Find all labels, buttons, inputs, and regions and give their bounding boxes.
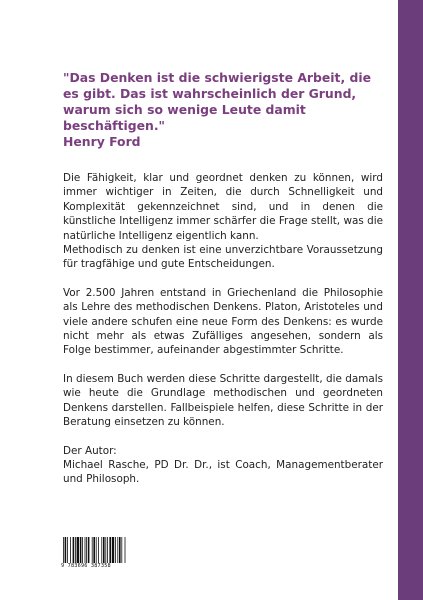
paragraph-gap	[63, 430, 383, 444]
description-text	[63, 171, 383, 487]
quote-text: "Das Denken ist die schwierigste Arbeit, die es gibt. Das ist wahrscheinlich der Grund, warum sich so wenige Leute damit beschäftigen."	[63, 70, 372, 133]
paragraph-gap	[63, 358, 383, 372]
barcode-bar	[112, 537, 114, 563]
paragraph-history: Vor 2.500 Jahren entstand in Griechenland die Philosophie als Lehre des methodischen Denkens. Platon, Aristoteles und viele andere schufen eine neue Form des Denkens: es wurde nicht mehr als etwas Zufälliges angesehen, sondern als Folge bestimmer, aufeinander abgestimmter Schritte.	[63, 286, 383, 357]
barcode-bar	[80, 537, 82, 563]
barcode-bar	[115, 537, 116, 563]
barcode-bar	[98, 537, 99, 563]
spine-band	[398, 0, 423, 600]
paragraph-intro: Die Fähigkeit, klar und geordnet denken zu können, wird immer wichtiger in Zeiten, die durch Schnelligkeit und Komplexität gekennzeichnet sind, und in denen die künstliche Intelligenz immer schärfer die Frage stellt, was die natürliche Intelligenz eigentlich kann.	[63, 172, 383, 242]
barcode-bar	[109, 537, 111, 563]
author-heading: Der Autor:	[63, 444, 117, 457]
barcode-bar	[92, 537, 93, 563]
barcode-bar	[85, 537, 86, 563]
barcode-bar	[117, 537, 118, 563]
barcode-bar	[73, 537, 75, 563]
barcode-bar	[82, 537, 83, 563]
barcode-bar	[101, 537, 102, 563]
author-bio: Michael Rasche, PD Dr. Dr., ist Coach, Managementberater und Philosoph.	[63, 458, 383, 486]
barcode-bar	[119, 537, 121, 563]
barcode-bar	[77, 537, 79, 563]
quote-author: Henry Ford	[63, 134, 141, 149]
quote-block	[63, 70, 383, 150]
paragraph-method: Methodisch zu denken ist eine unverzichtbare Voraussetzung für tragfähige und gute Entscheidungen.	[63, 244, 383, 271]
barcode-bar	[121, 537, 122, 563]
paragraph-gap	[63, 272, 383, 286]
barcode-bar	[107, 537, 108, 563]
isbn-digits: 9 783696 387358	[61, 563, 146, 569]
barcode-bar	[70, 537, 71, 563]
paragraph-book: In diesem Buch werden diese Schritte dargestellt, die damals wie heute die Grundlage methodischen und geordneten Denkens darstellen. Fallbeispiele helfen, diese Schritte in der Beratung einsetzen zu können.	[63, 372, 383, 429]
barcode-bar	[88, 537, 90, 563]
barcode-bar	[105, 537, 106, 563]
barcode-bar	[103, 537, 105, 563]
barcode-bar	[67, 537, 68, 563]
barcode-bar	[75, 537, 76, 563]
barcode-bar	[86, 537, 87, 563]
